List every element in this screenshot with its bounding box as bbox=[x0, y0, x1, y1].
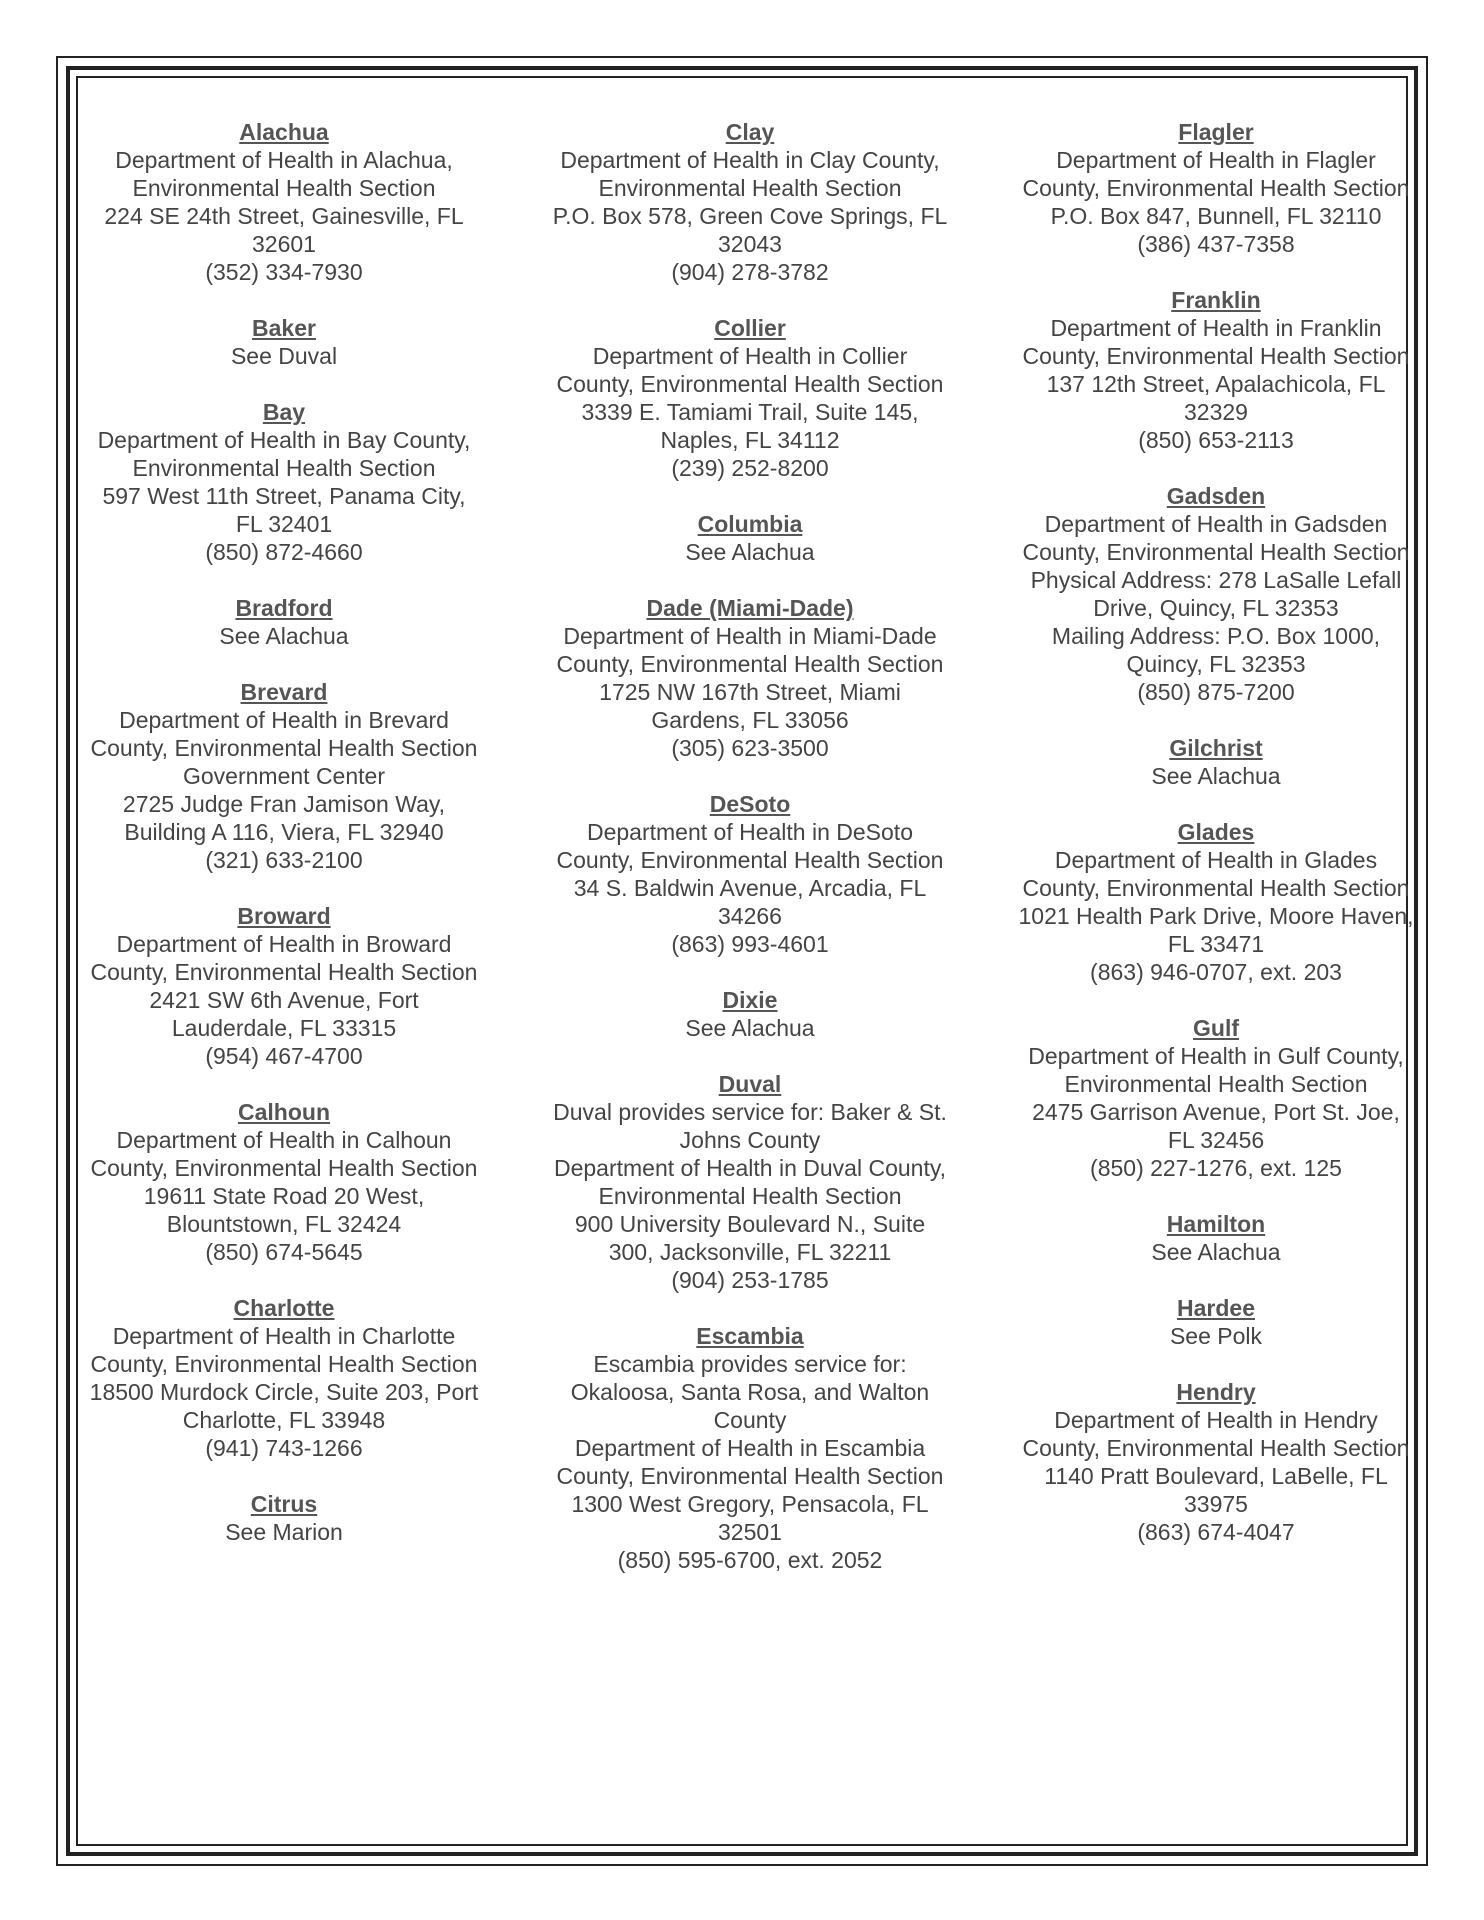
county-name: Flagler bbox=[1178, 119, 1254, 145]
county-detail-line: Department of Health in Collier County, Environmental Health Section bbox=[556, 343, 944, 397]
county-detail-line: Department of Health in Broward County, Environmental Health Section bbox=[90, 931, 478, 985]
county-entry bbox=[86, 118, 482, 286]
county-directory bbox=[86, 118, 1414, 1818]
county-detail-line: 34 S. Baldwin Avenue, Arcadia, FL 34266 bbox=[573, 875, 927, 929]
column-3 bbox=[1018, 118, 1414, 1574]
county-entry bbox=[1018, 118, 1414, 258]
county-detail-line: Department of Health in Franklin County, Environmental Health Section bbox=[1022, 315, 1410, 369]
county-detail-line: (850) 872-4660 bbox=[205, 539, 363, 565]
county-detail-line: See Polk bbox=[1169, 1323, 1263, 1349]
county-entry bbox=[552, 314, 948, 482]
county-entry bbox=[1018, 1378, 1414, 1546]
county-detail-line: (386) 437-7358 bbox=[1137, 231, 1295, 257]
county-detail-line: Department of Health in Miami-Dade County, Environmental Health Section bbox=[556, 623, 944, 677]
county-detail-line: 19611 State Road 20 West, Blountstown, FL 32424 bbox=[143, 1183, 425, 1237]
county-detail-line: See Alachua bbox=[1151, 763, 1281, 789]
county-name: Brevard bbox=[240, 679, 328, 705]
county-detail-line: Department of Health in Flagler County, Environmental Health Section bbox=[1022, 147, 1410, 201]
county-entry bbox=[552, 118, 948, 286]
county-entry bbox=[1018, 734, 1414, 790]
county-detail-line: See Duval bbox=[230, 343, 338, 369]
county-detail-line: 2421 SW 6th Avenue, Fort Lauderdale, FL 33315 bbox=[149, 987, 419, 1041]
county-detail-line: (863) 674-4047 bbox=[1137, 1519, 1295, 1545]
county-detail-line: (954) 467-4700 bbox=[205, 1043, 363, 1069]
county-name: Calhoun bbox=[238, 1099, 330, 1125]
county-detail-line: Department of Health in Bay County, Environmental Health Section bbox=[97, 427, 471, 481]
county-name: Clay bbox=[725, 119, 775, 145]
county-detail-line: 2725 Judge Fran Jamison Way, Building A 116, Viera, FL 32940 bbox=[122, 791, 446, 845]
county-entry bbox=[552, 986, 948, 1042]
column-1 bbox=[86, 118, 482, 1574]
column-2 bbox=[552, 118, 948, 1602]
county-name: Baker bbox=[252, 315, 316, 341]
county-entry bbox=[552, 1070, 948, 1294]
county-name: Citrus bbox=[250, 1491, 318, 1517]
county-detail-line: 18500 Murdock Circle, Suite 203, Port Charlotte, FL 33948 bbox=[89, 1379, 479, 1433]
county-detail-line: (321) 633-2100 bbox=[205, 847, 363, 873]
county-detail-line: (863) 946-0707, ext. 203 bbox=[1090, 959, 1342, 985]
county-name: Charlotte bbox=[233, 1295, 335, 1321]
county-detail-line: Mailing Address: P.O. Box 1000, Quincy, FL 32353 bbox=[1051, 623, 1381, 677]
county-name: Collier bbox=[714, 315, 786, 341]
county-detail-line: Department of Health in Glades County, Environmental Health Section bbox=[1022, 847, 1410, 901]
county-detail-line: (850) 674-5645 bbox=[205, 1239, 363, 1265]
county-detail-line: Department of Health in DeSoto County, Environmental Health Section bbox=[556, 819, 944, 873]
county-entry bbox=[1018, 1294, 1414, 1350]
county-detail-line: (904) 278-3782 bbox=[671, 259, 829, 285]
county-detail-line: (941) 743-1266 bbox=[205, 1435, 363, 1461]
county-detail-line: Department of Health in Hendry County, Environmental Health Section bbox=[1022, 1407, 1410, 1461]
county-detail-line: 900 University Boulevard N., Suite 300, Jacksonville, FL 32211 bbox=[574, 1211, 926, 1265]
county-entry bbox=[1018, 1210, 1414, 1266]
county-entry bbox=[1018, 286, 1414, 454]
county-detail-line: (904) 253-1785 bbox=[671, 1267, 829, 1293]
county-detail-line: Physical Address: 278 LaSalle Lefall Drive, Quincy, FL 32353 bbox=[1030, 567, 1402, 621]
county-entry bbox=[86, 902, 482, 1070]
county-name: Gilchrist bbox=[1169, 735, 1263, 761]
county-detail-line: See Alachua bbox=[219, 623, 349, 649]
county-detail-line: See Alachua bbox=[685, 1015, 815, 1041]
county-detail-line: 1725 NW 167th Street, Miami Gardens, FL 33056 bbox=[599, 679, 901, 733]
county-entry bbox=[86, 314, 482, 370]
county-name: Gadsden bbox=[1166, 483, 1266, 509]
county-name: Hamilton bbox=[1166, 1211, 1266, 1237]
county-entry bbox=[86, 594, 482, 650]
county-entry bbox=[1018, 482, 1414, 706]
county-entry bbox=[86, 678, 482, 874]
county-name: Columbia bbox=[697, 511, 803, 537]
county-name: Alachua bbox=[239, 119, 329, 145]
county-detail-line: Department of Health in Brevard County, Environmental Health Section bbox=[90, 707, 478, 761]
county-detail-line: (850) 227-1276, ext. 125 bbox=[1090, 1155, 1342, 1181]
county-detail-line: (850) 595-6700, ext. 2052 bbox=[617, 1547, 883, 1573]
county-detail-line: P.O. Box 847, Bunnell, FL 32110 bbox=[1050, 203, 1382, 229]
county-detail-line: (352) 334-7930 bbox=[205, 259, 363, 285]
county-detail-line: Department of Health in Gulf County, Environmental Health Section bbox=[1028, 1043, 1404, 1097]
county-detail-line: (850) 653-2113 bbox=[1138, 427, 1294, 453]
county-detail-line: 1021 Health Park Drive, Moore Haven, FL 33471 bbox=[1018, 903, 1414, 957]
county-detail-line: Department of Health in Calhoun County, Environmental Health Section bbox=[90, 1127, 478, 1181]
county-detail-line: 597 West 11th Street, Panama City, FL 32401 bbox=[102, 483, 466, 537]
county-detail-line: See Marion bbox=[225, 1519, 343, 1545]
county-detail-line: Department of Health in Escambia County, Environmental Health Section bbox=[556, 1435, 944, 1489]
county-detail-line: Department of Health in Gadsden County, Environmental Health Section bbox=[1022, 511, 1410, 565]
county-detail-line: 137 12th Street, Apalachicola, FL 32329 bbox=[1046, 371, 1386, 425]
county-detail-line: P.O. Box 578, Green Cove Springs, FL 32043 bbox=[552, 203, 948, 257]
county-name: Dixie bbox=[722, 987, 778, 1013]
county-name: Dade (Miami-Dade) bbox=[646, 595, 854, 621]
county-detail-line: See Alachua bbox=[685, 539, 815, 565]
county-entry bbox=[1018, 1014, 1414, 1182]
county-name: Broward bbox=[237, 903, 331, 929]
county-entry bbox=[552, 510, 948, 566]
county-entry bbox=[86, 1098, 482, 1266]
county-detail-line: 1300 West Gregory, Pensacola, FL 32501 bbox=[571, 1491, 929, 1545]
county-name: Franklin bbox=[1171, 287, 1261, 313]
county-detail-line: Government Center bbox=[183, 763, 385, 789]
county-detail-line: (863) 993-4601 bbox=[671, 931, 829, 957]
county-name: Bradford bbox=[235, 595, 333, 621]
county-entry bbox=[552, 594, 948, 762]
county-name: DeSoto bbox=[709, 791, 791, 817]
county-name: Hendry bbox=[1176, 1379, 1256, 1405]
county-detail-line: Department of Health in Charlotte County, Environmental Health Section bbox=[90, 1323, 478, 1377]
county-entry bbox=[552, 790, 948, 958]
county-detail-line: Department of Health in Duval County, Environmental Health Section bbox=[553, 1155, 947, 1209]
county-detail-line: 224 SE 24th Street, Gainesville, FL 32601 bbox=[104, 203, 464, 257]
county-detail-line: See Alachua bbox=[1151, 1239, 1281, 1265]
county-detail-line: Department of Health in Alachua, Environmental Health Section bbox=[115, 147, 453, 201]
county-entry bbox=[552, 1322, 948, 1574]
county-name: Glades bbox=[1177, 819, 1255, 845]
county-detail-line: Duval provides service for: Baker & St. Johns County bbox=[553, 1099, 947, 1153]
county-detail-line: 1140 Pratt Boulevard, LaBelle, FL 33975 bbox=[1044, 1463, 1388, 1517]
county-detail-line: Escambia provides service for: Okaloosa, Santa Rosa, and Walton County bbox=[570, 1351, 930, 1433]
county-name: Hardee bbox=[1177, 1295, 1255, 1321]
county-detail-line: (850) 875-7200 bbox=[1137, 679, 1295, 705]
county-detail-line: (239) 252-8200 bbox=[671, 455, 829, 481]
county-name: Escambia bbox=[696, 1323, 804, 1349]
county-name: Bay bbox=[262, 399, 306, 425]
county-entry bbox=[1018, 818, 1414, 986]
county-entry bbox=[86, 1490, 482, 1546]
county-detail-line: (305) 623-3500 bbox=[671, 735, 829, 761]
county-entry bbox=[86, 398, 482, 566]
county-detail-line: 3339 E. Tamiami Trail, Suite 145, Naples, FL 34112 bbox=[581, 399, 919, 453]
county-detail-line: 2475 Garrison Avenue, Port St. Joe, FL 32456 bbox=[1032, 1099, 1400, 1153]
county-detail-line: Department of Health in Clay County, Environmental Health Section bbox=[560, 147, 940, 201]
county-entry bbox=[86, 1294, 482, 1462]
county-name: Duval bbox=[718, 1071, 782, 1097]
county-name: Gulf bbox=[1193, 1015, 1239, 1041]
